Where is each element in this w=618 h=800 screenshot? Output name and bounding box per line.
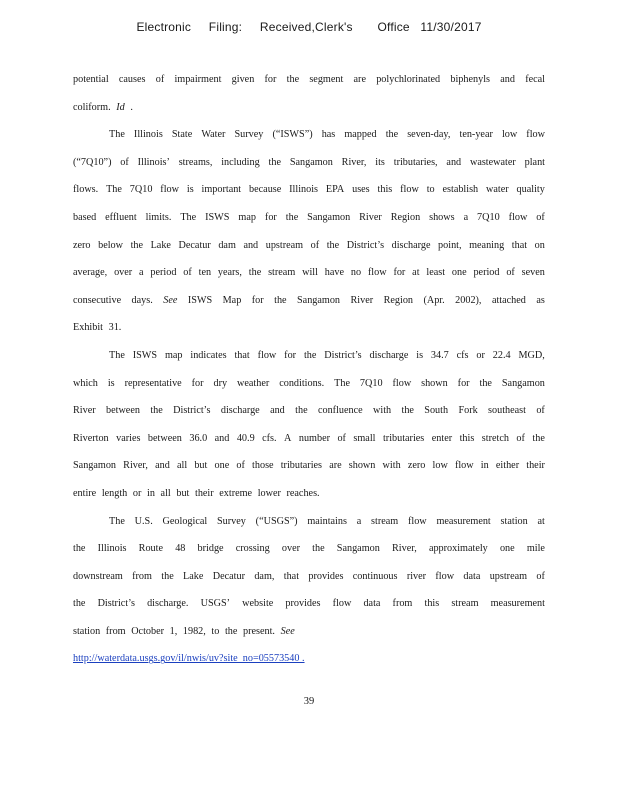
text-line: Riverton varies between 36.0 and 40.9 cfs. A number of small tributaries enter this stretch of the [73,432,545,444]
page-number: 39 [303,696,315,707]
text-line: zero below the Lake Decatur dam and upstream of the District’s discharge point, meaning that on [73,239,545,251]
text-line: Sangamon River, and all but one of those tributaries are shown with zero low flow in either their [73,460,545,472]
text-line: average, over a period of ten years, the stream will have no flow for at least one period of seven [73,267,545,279]
text-line: The ISWS map indicates that flow for the District’s discharge is 34.7 cfs or 22.4 MGD, [109,349,545,361]
text-line: entire length or in all but their extreme lower reaches. [73,487,320,499]
text-line: which is representative for dry weather conditions. The 7Q10 flow shown for the Sangamon [73,377,545,389]
text-line: based effluent limits. The ISWS map for the Sangamon River Region shows a 7Q10 flow of [73,211,545,223]
text-line: the Illinois Route 48 bridge crossing over the Sangamon River, approximately one mile [73,543,545,555]
usgs-website-link[interactable]: http://waterdata.usgs.gov/il/nwis/uv?site_no=05573540 . [73,653,305,665]
text-line [73,645,545,673]
text-line: flows. The 7Q10 flow is important because Illinois EPA uses this flow to establish water quality [73,184,545,196]
text-line: The U.S. Geological Survey (“USGS”) maintains a stream flow measurement station at [109,515,545,527]
text-line: The Illinois State Water Survey (“ISWS”) has mapped the seven-day, ten-year low flow [109,129,545,141]
text-line: coliform. Id . [73,101,133,113]
text-line: downstream from the Lake Decatur dam, that provides continuous river flow data upstream of [73,570,545,582]
text-line: (“7Q10”) of Illinois’ streams, including the Sangamon River, its tributaries, and wastewater plant [73,156,545,168]
filing-stamp-header: Electronic Filing: Received,Clerk's Office 11/30/2017 [136,20,482,34]
text-line: consecutive days. See ISWS Map for the Sangamon River Region (Apr. 2002), attached as [73,294,545,306]
text-line: the District’s discharge. USGS’ website provides flow data from this stream measurement [73,598,545,610]
text-line: station from October 1, 1982, to the present. See [73,625,295,637]
text-line: potential causes of impairment given for the segment are polychlorinated biphenyls and fecal [73,74,545,85]
text-line: Exhibit 31. [73,322,122,334]
text-line: River between the District’s discharge and the confluence with the South Fork southeast of [73,405,545,417]
document-body [73,66,545,673]
